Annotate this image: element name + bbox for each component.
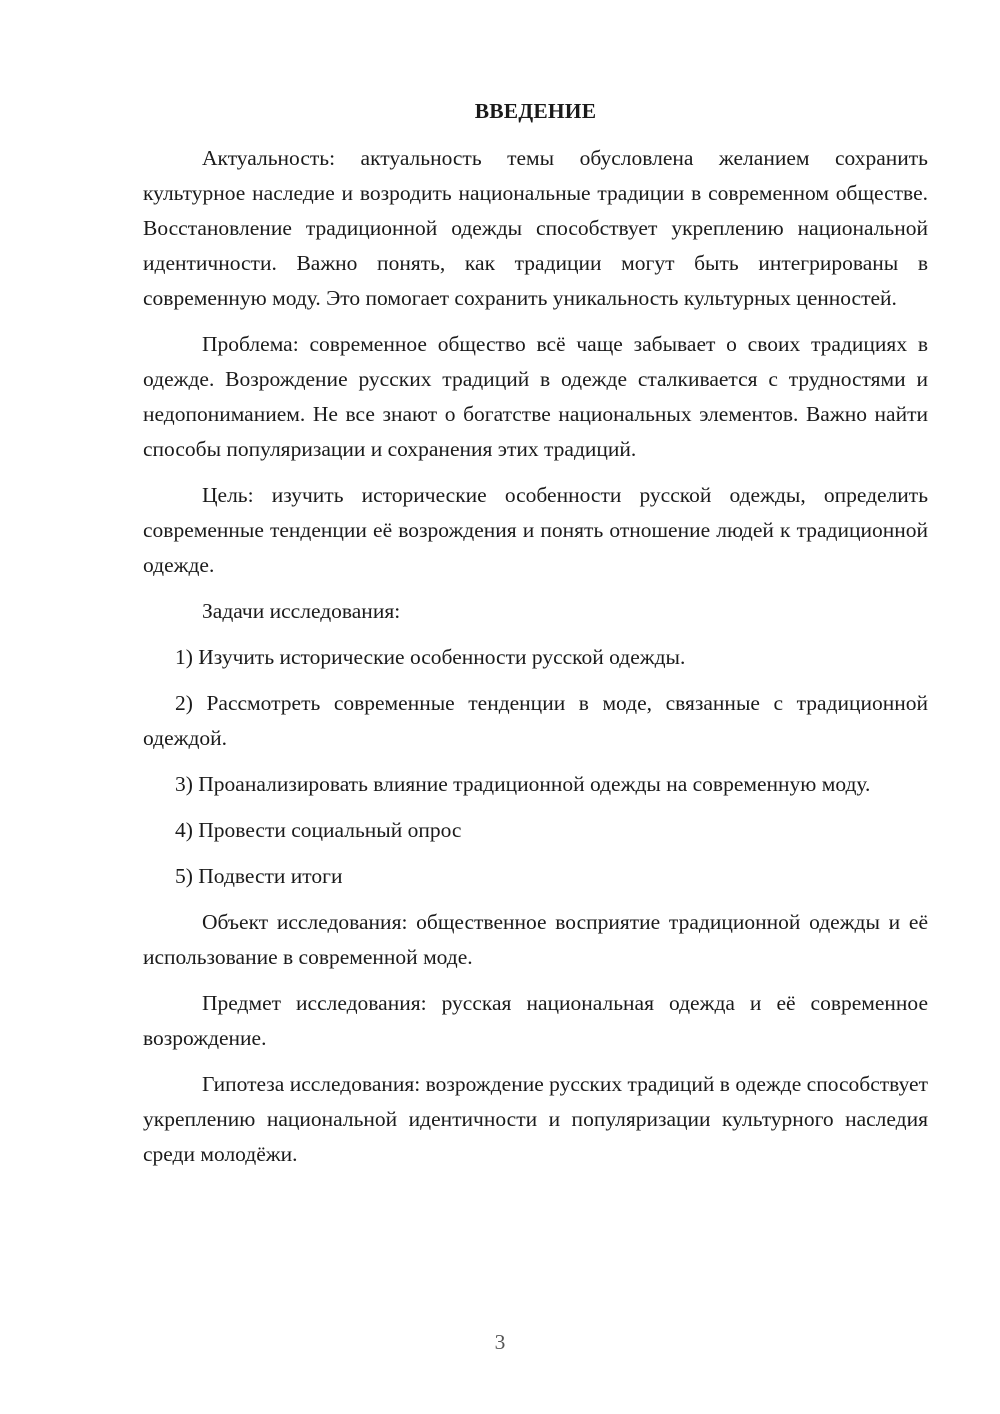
tasks-heading: Задачи исследования: [202, 599, 401, 623]
task-item: 1) Изучить исторические особенности русской одежды. [175, 645, 686, 669]
task-item: 3) Проанализировать влияние традиционной одежды на современную моду. [175, 772, 871, 796]
task-item: 4) Провести социальный опрос [175, 818, 462, 842]
task-item: 5) Подвести итоги [175, 864, 343, 888]
subject-paragraph: Предмет исследования: русская национальная одежда и её современное возрождение. [143, 991, 928, 1050]
problem-paragraph: Проблема: современное общество всё чаще забывает о своих традициях в одежде. Возрождение русских традиций в одежде сталкивается с трудностями и недопониманием. Не все знают о богатстве национальных элементов. Важно найти способы популяризации и сохранения этих традиций. [143, 332, 928, 461]
tasks-list [143, 640, 928, 894]
page-body [143, 94, 928, 1183]
section-title: ВВЕДЕНИЕ [474, 99, 597, 123]
hypothesis-paragraph: Гипотеза исследования: возрождение русских традиций в одежде способствует укреплению национальной идентичности и популяризации культурного наследия среди молодёжи. [143, 1072, 928, 1166]
relevance-paragraph: Актуальность: актуальность темы обусловлена желанием сохранить культурное наследие и возродить национальные традиции в современном обществе. Восстановление традиционной одежды способствует укреплению национальной идентичности. Важно понять, как традиции могут быть интегрированы в современную моду. Это помогает сохранить уникальность культурных ценностей. [143, 146, 928, 310]
object-paragraph: Объект исследования: общественное восприятие традиционной одежды и её использование в современной моде. [143, 910, 928, 969]
page-number: 3 [494, 1330, 506, 1354]
goal-paragraph: Цель: изучить исторические особенности русской одежды, определить современные тенденции её возрождения и понять отношение людей к традиционной одежде. [143, 483, 928, 577]
task-item: 2) Рассмотреть современные тенденции в моде, связанные с традиционной одеждой. [143, 691, 928, 750]
